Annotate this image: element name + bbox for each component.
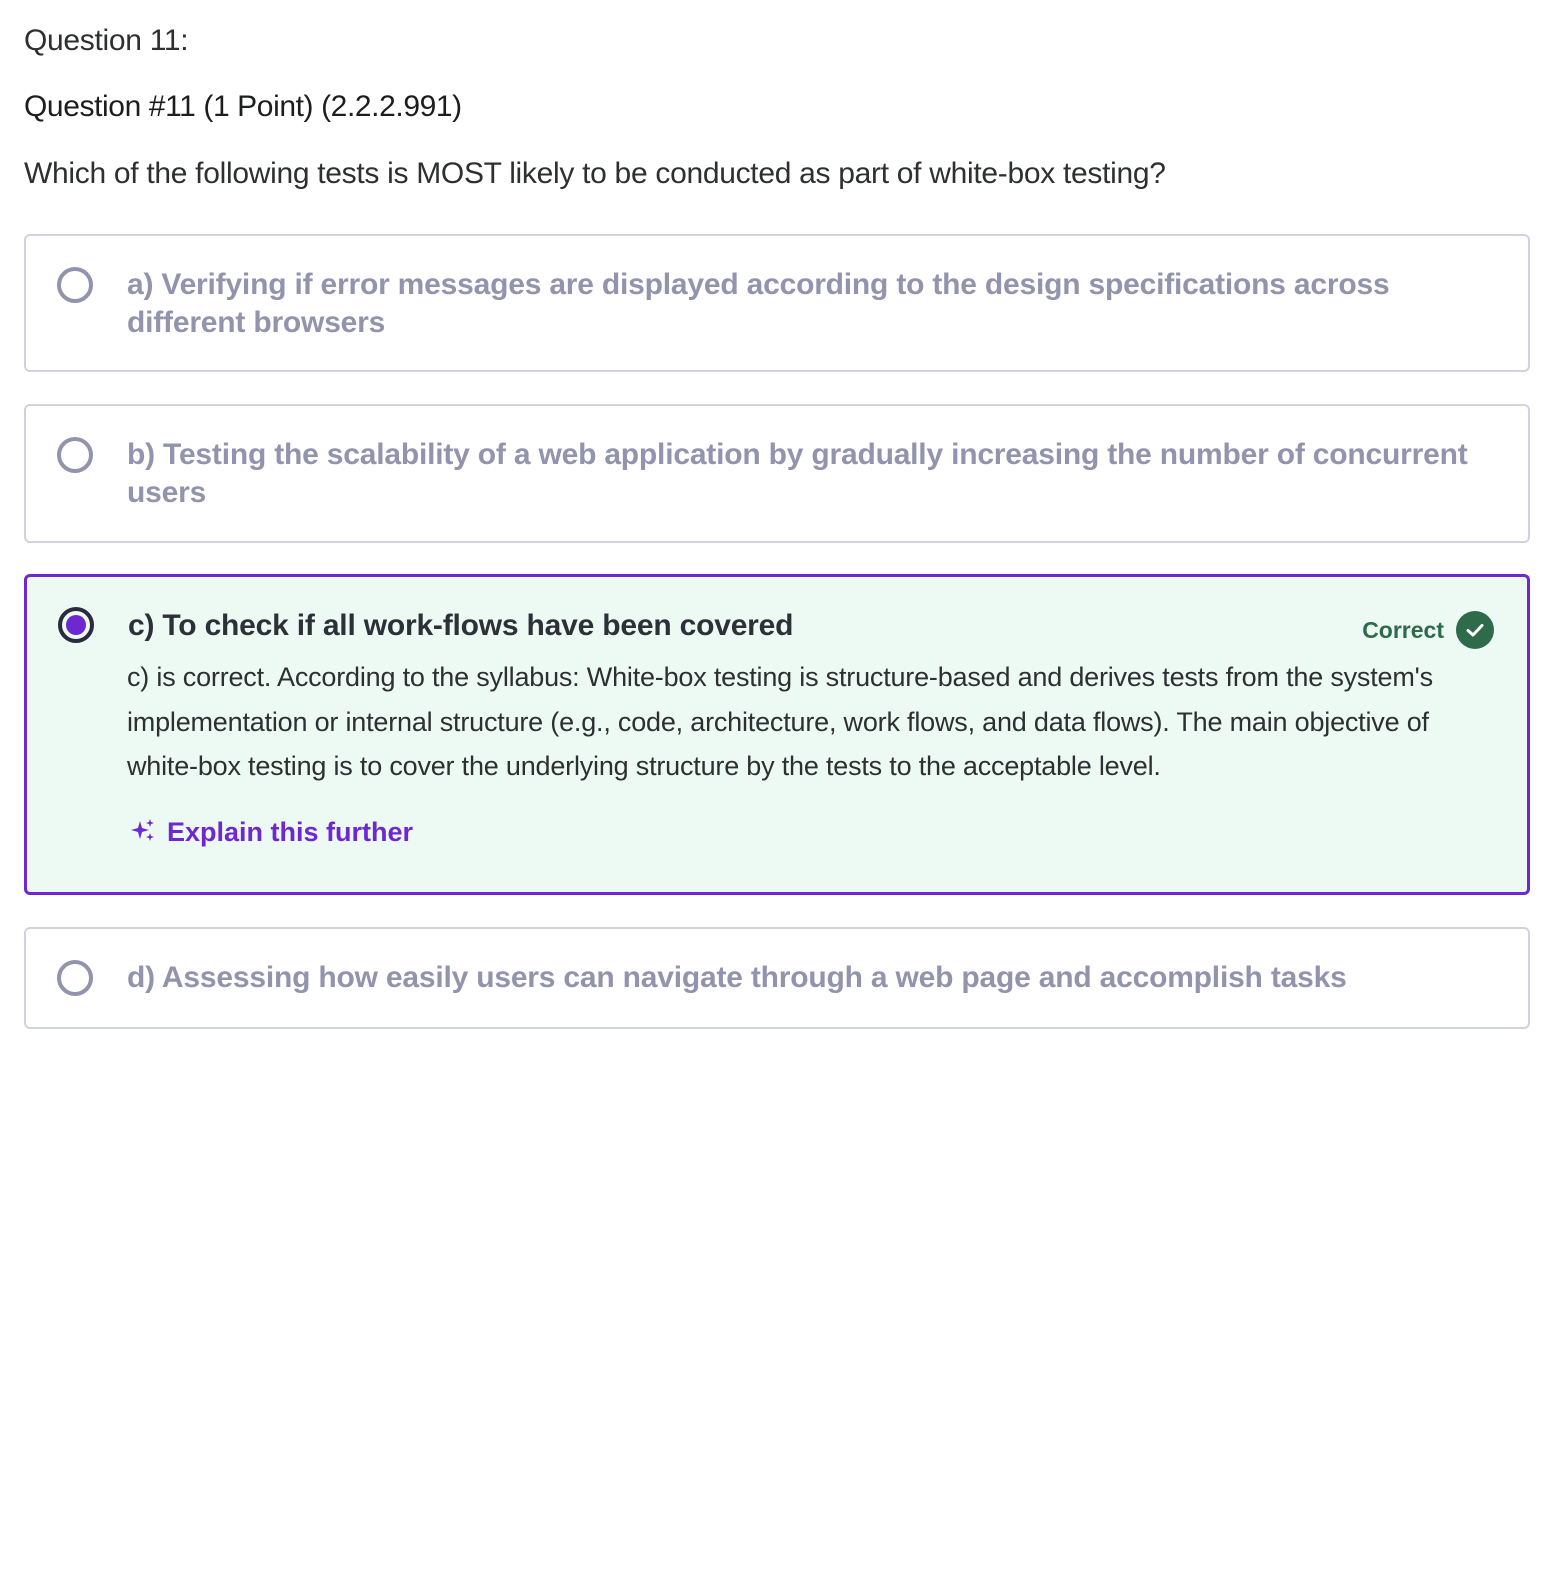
answer-option-a[interactable] (24, 234, 1530, 372)
correct-label: Correct (1362, 616, 1444, 643)
explain-further-button[interactable] (131, 817, 413, 848)
radio-selected-dot (66, 615, 86, 635)
explain-further-label: Explain this further (167, 817, 414, 847)
answer-option-a-text: a) Verifying if error messages are displayed according to the design specifications across different browsers (127, 268, 1390, 339)
check-circle-icon (1456, 611, 1494, 649)
question-prompt: Which of the following tests is MOST likely to be conducted as part of white-box testing? (24, 157, 1166, 190)
question-label: Question 11: (24, 24, 189, 57)
answer-option-d-text: d) Assessing how easily users can navigate through a web page and accomplish tasks (127, 961, 1347, 994)
answer-option-b-text: b) Testing the scalability of a web application by gradually increasing the number of concurrent users (127, 438, 1468, 509)
radio-button-c-selected[interactable] (58, 607, 94, 643)
radio-button-d[interactable] (57, 960, 93, 996)
sparkle-icon (131, 818, 155, 847)
radio-button-a[interactable] (57, 267, 93, 303)
question-title: Question #11 (1 Point) (2.2.2.991) (24, 90, 462, 123)
radio-button-b[interactable] (57, 437, 93, 473)
answer-option-d[interactable] (24, 927, 1530, 1029)
answer-explanation: c) is correct. According to the syllabus: White-box testing is structure-based and derives tests from the system's implementation or internal structure (e.g., code, architecture, work flows, and data flows). The main objective of white-box testing is to cover the underlying structure by the tests to the acceptable level. (127, 662, 1433, 781)
correct-badge (1362, 611, 1494, 649)
answer-option-c-text: c) To check if all work-flows have been covered (128, 609, 794, 642)
answer-option-c[interactable] (24, 574, 1530, 895)
answer-option-b[interactable] (24, 404, 1530, 543)
